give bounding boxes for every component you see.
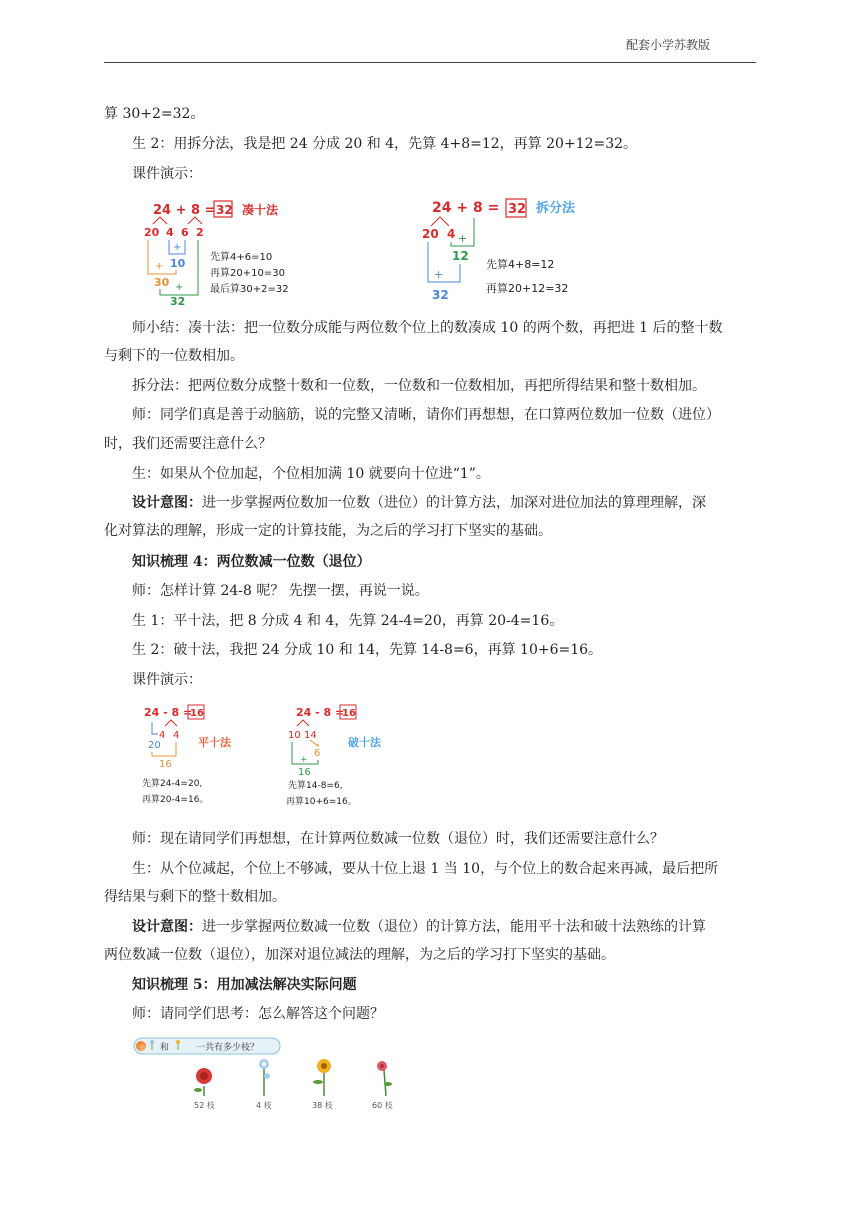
step: 最后算30+2=32	[210, 284, 289, 295]
paragraph: 生 1：平十法，把 8 分成 4 和 4，先算 24-4=20，再算 20-4=16。	[132, 613, 564, 629]
step: 再算20+12=32	[486, 282, 569, 295]
paragraph: 师：同学们真是善于动脑筋，说的完整又清晰，请你们再想想，在口算两位数加一位数（进位）	[132, 407, 720, 423]
blue-flower-icon	[259, 1059, 270, 1096]
section-heading: 知识梳理 5：用加减法解决实际问题	[132, 977, 357, 993]
section-heading: 知识梳理 4：两位数减一位数（退位）	[132, 554, 371, 570]
mid-value: 12	[452, 249, 469, 263]
design-intent-text: 进一步掌握两位数加一位数（进位）的计算方法，加深对进位加法的算理理解，深	[202, 495, 706, 511]
header-rule	[104, 62, 756, 63]
paragraph: 与剩下的一位数相加。	[104, 348, 244, 364]
step: 再算20-4=16。	[142, 795, 209, 805]
answer: 16	[342, 708, 356, 719]
answer: 16	[190, 708, 204, 719]
paragraph: 师：现在请同学们再想想，在计算两位数减一位数（退位）时，我们还需要注意什么？	[132, 831, 664, 847]
svg-text:◎: ◎	[139, 1043, 146, 1051]
method-label: 凑十法	[242, 203, 279, 217]
red-flower-icon	[377, 1061, 392, 1096]
paragraph: 时，我们还需要注意什么？	[104, 436, 272, 452]
paragraph: 课件演示：	[132, 166, 202, 182]
question-and: 和	[160, 1043, 170, 1053]
split-2: 6	[181, 226, 189, 239]
paragraph: 化对算法的理解，形成一定的计算技能，为之后的学习打下坚实的基础。	[104, 523, 552, 539]
split-0: 20	[144, 226, 160, 239]
split-0: 10	[288, 730, 301, 741]
step: 再算20+10=30	[210, 268, 285, 279]
step: 先算4+6=10	[210, 252, 273, 263]
figure-coushi	[140, 196, 300, 306]
answer: 32	[508, 202, 527, 217]
equation: 24 - 8 =	[144, 706, 193, 719]
sunflower-icon	[313, 1059, 331, 1096]
split-1: 4	[166, 226, 174, 239]
design-intent-text: 进一步掌握两位数减一位数（退位）的计算方法，能用平十法和破十法熟练的计算	[202, 919, 706, 935]
step: 先算24-4=20,	[142, 779, 203, 789]
paragraph: 生：从个位减起，个位上不够减，要从十位上退 1 当 10，与个位上的数合起来再减，最后把所	[132, 861, 719, 877]
equation-left: 24 + 8 =	[432, 200, 500, 216]
step: 先算14-8=6,	[288, 781, 343, 791]
split-3: 2	[196, 226, 204, 239]
paragraph: 生 2：破十法，我把 24 分成 10 和 14，先算 14-8=6，再算 10+6=16。	[132, 642, 603, 658]
paragraph: 师小结：凑十法：把一位数分成能与两位数个位上的数凑成 10 的两个数，再把进 1 后的整十数	[132, 320, 723, 336]
paragraph: 得结果与剩下的整十数相加。	[104, 889, 286, 905]
mid-value: 6	[314, 748, 321, 759]
paragraph: 生：如果从个位加起，个位相加满 10 就要向十位进“1”。	[132, 466, 490, 482]
question-text: 一共有多少枝？	[196, 1043, 260, 1053]
paragraph: 两位数减一位数（退位），加深对退位减法的理解，为之后的学习打下坚实的基础。	[104, 947, 615, 963]
flower-count: 60 枝	[372, 1101, 393, 1110]
design-intent-label: 设计意图：	[132, 495, 202, 511]
paragraph: 师：怎样计算 24-8 呢？ 先摆一摆，再说一说。	[132, 583, 429, 599]
step: 先算4+8=12	[486, 258, 555, 271]
plus: +	[155, 261, 164, 272]
paragraph: 课件演示：	[132, 672, 202, 688]
equation: 24 - 8 =	[296, 706, 345, 719]
bottom-value: 32	[432, 288, 449, 302]
split-0: 20	[422, 227, 439, 241]
plus: +	[173, 242, 182, 253]
rose-icon	[194, 1068, 212, 1096]
figure-poshi	[284, 702, 404, 810]
bottom-left: 30	[154, 276, 170, 289]
mid-value: 10	[170, 257, 186, 270]
method-label: 拆分法	[536, 201, 576, 216]
answer: 32	[216, 203, 233, 217]
flower-count: 52 枝	[194, 1101, 215, 1110]
equation-left: 24 + 8 =	[153, 203, 216, 218]
figure-pingshi	[140, 702, 260, 810]
bottom-value: 16	[298, 767, 311, 778]
paragraph: 师：请同学们思考：怎么解答这个问题？	[132, 1006, 384, 1022]
plus: +	[300, 755, 308, 765]
figure-flowers	[132, 1036, 422, 1116]
split-1: 4	[173, 730, 180, 741]
method-label: 破十法	[348, 736, 381, 749]
bottom-value: 32	[170, 295, 186, 306]
split-1: 4	[447, 227, 456, 241]
flower-count: 4 枝	[256, 1101, 272, 1110]
plus: +	[434, 268, 444, 281]
paragraph: 拆分法：把两位数分成整十数和一位数，一位数和一位数相加，再把所得结果和整十数相加。	[132, 378, 706, 394]
design-intent-label: 设计意图：	[132, 919, 202, 935]
split-0: 4	[159, 730, 166, 741]
flower-count: 38 枝	[312, 1101, 333, 1110]
split-1: 14	[304, 730, 317, 741]
method-label: 平十法	[198, 736, 231, 749]
plus: +	[175, 282, 184, 293]
paragraph: 生 2：用拆分法，我是把 24 分成 20 和 4，先算 4+8=12，再算 20+12=32。	[132, 136, 638, 152]
mid-value: 20	[148, 740, 161, 751]
figure-chaifen	[418, 194, 598, 304]
plus: +	[458, 232, 468, 245]
bottom-value: 16	[159, 759, 172, 770]
step: 再算10+6=16。	[286, 797, 357, 807]
paragraph: 算 30+2=32。	[104, 106, 205, 122]
header-publisher: 配套小学苏教版	[625, 38, 710, 52]
